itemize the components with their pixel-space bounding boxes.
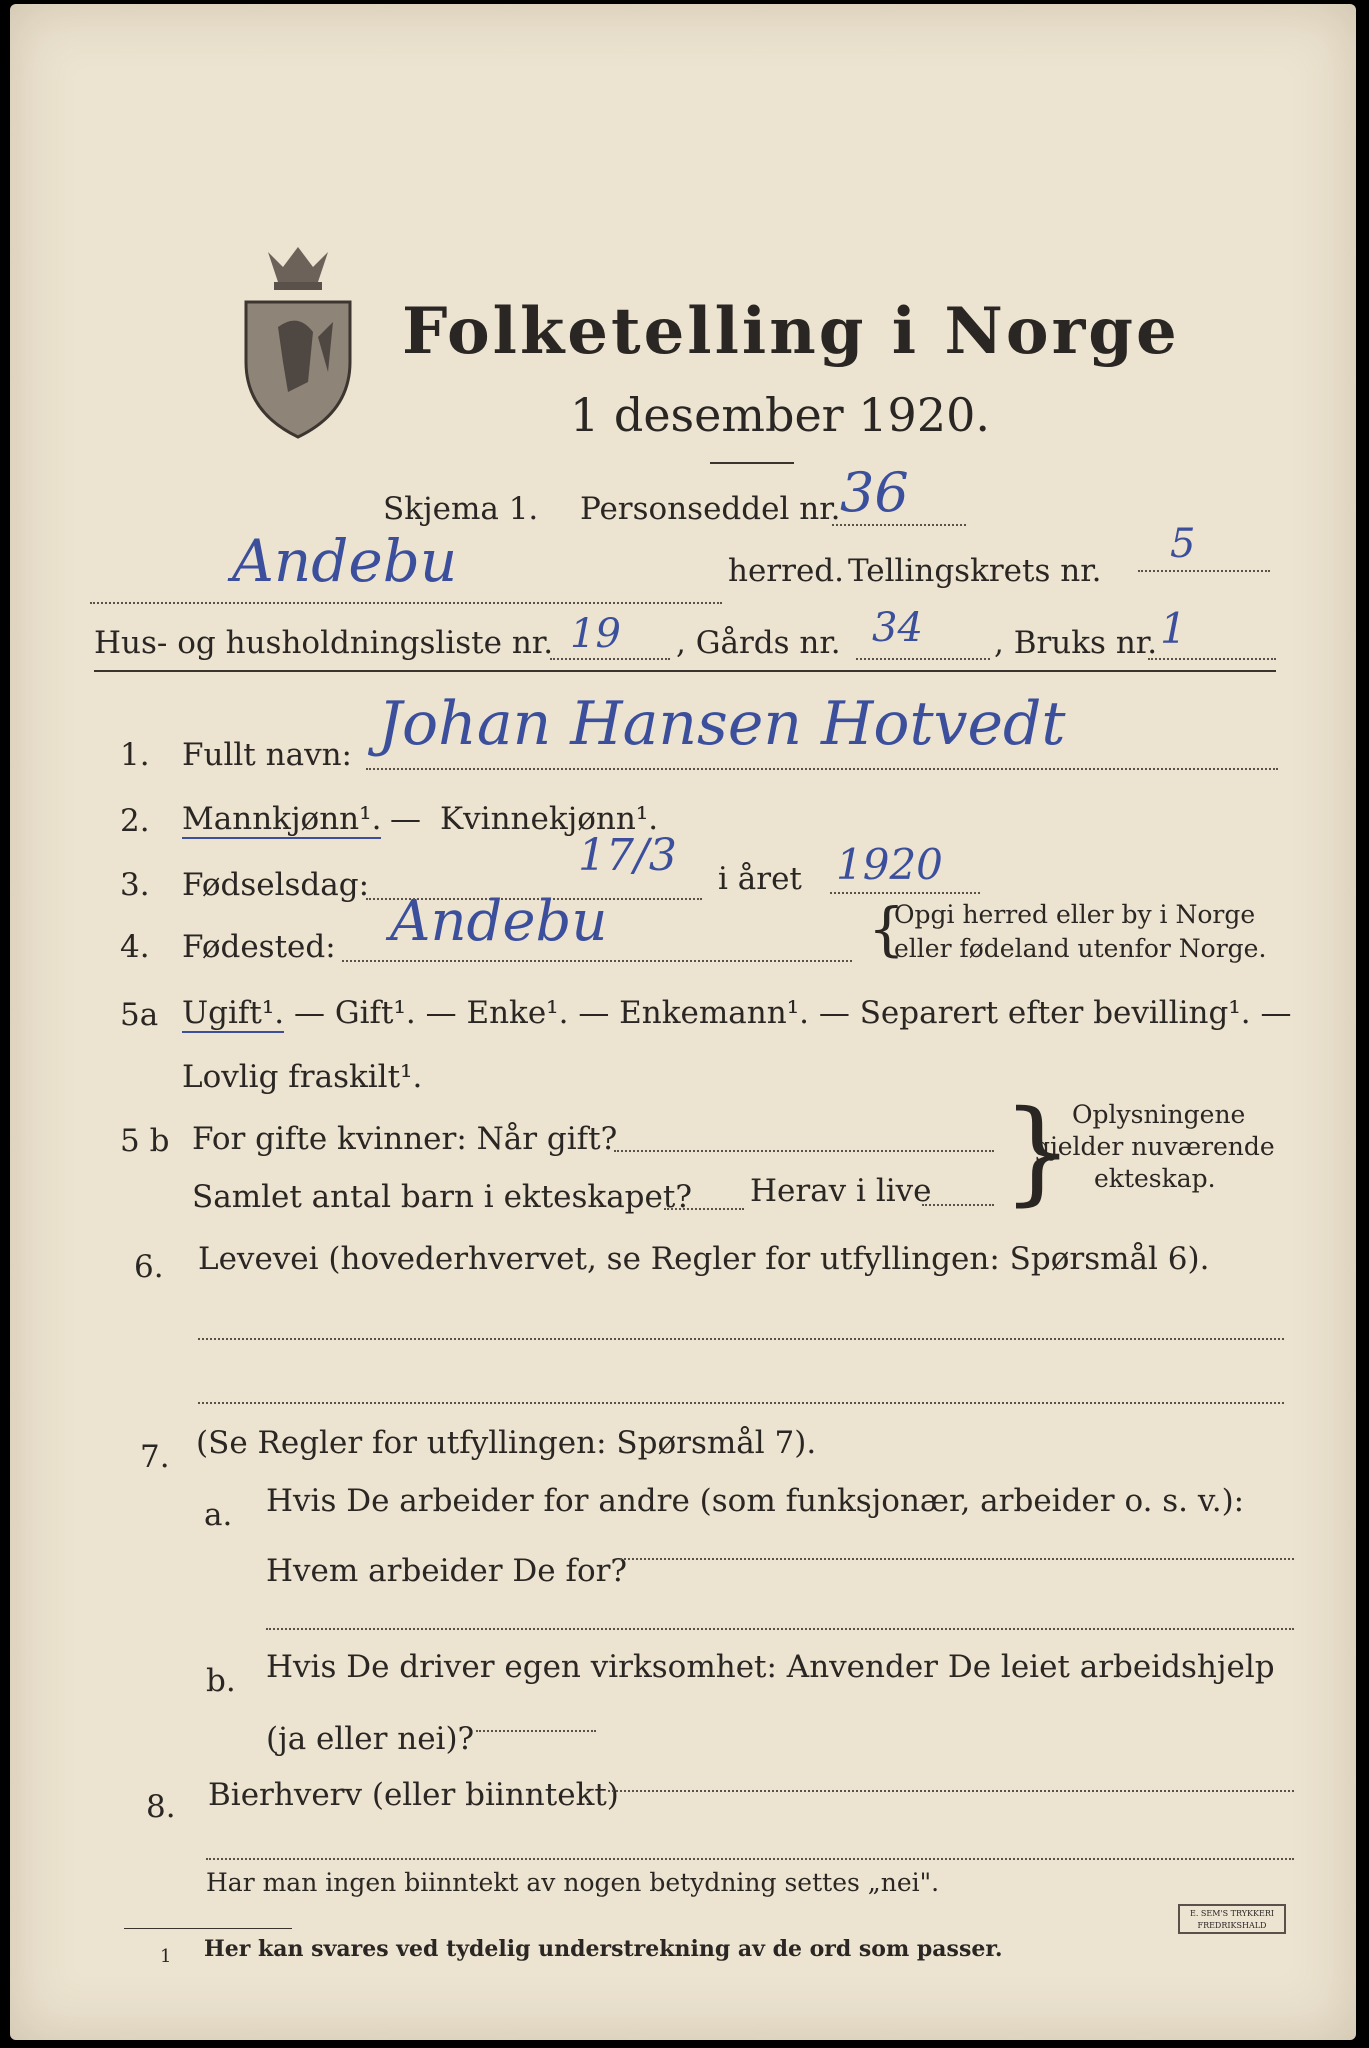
q7a-line-b (266, 1628, 1294, 1630)
q7b-line (476, 1730, 596, 1732)
footnote-rule (124, 1928, 292, 1929)
census-form (10, 4, 1356, 2040)
q5b-brace: } (1002, 1087, 1074, 1217)
q7b-line2: (ja eller nei)? (266, 1721, 475, 1757)
q4-note2: eller fødeland utenfor Norge. (894, 934, 1267, 963)
q6-label: Levevei (hovederhvervet, se Regler for utfyllingen: Spørsmål 6). (198, 1241, 1210, 1277)
q5b-note2: gjelder nuværende (1034, 1132, 1275, 1161)
q5b-label2: Samlet antal barn i ekteskapet? (192, 1179, 692, 1215)
q4-label: Fødested: (182, 929, 336, 965)
q4-line (342, 960, 852, 962)
q7-label: (Se Regler for utfyllingen: Spørsmål 7). (196, 1425, 817, 1461)
gards-line (856, 658, 990, 660)
bruks-label: , Bruks nr. (994, 625, 1158, 661)
printer-stamp (1178, 1904, 1286, 1934)
q5b-label1: For gifte kvinner: Når gift? (192, 1121, 618, 1157)
q1-line (366, 768, 1278, 770)
q7-num: 7. (140, 1439, 170, 1475)
q8-line-b (206, 1858, 1294, 1860)
q3-num: 3. (120, 867, 150, 903)
skjema-label: Skjema 1. (383, 491, 539, 527)
q8-note: Har man ingen biinntekt av nogen betydning settes „nei". (206, 1868, 940, 1897)
q1-value: Johan Hansen Hotvedt (378, 689, 1066, 759)
form-title: Folketelling i Norge (402, 294, 1180, 369)
q5b-note3: ekteskap. (1094, 1164, 1216, 1193)
q6-num: 6. (134, 1249, 164, 1285)
q4-num: 4. (120, 929, 150, 965)
q5b-line3 (922, 1204, 994, 1206)
q2-num: 2. (120, 803, 150, 839)
bruks-value: 1 (1160, 604, 1187, 653)
printer-text: E. SEM'S TRYKKERI FREDRIKSHALD (1189, 1909, 1275, 1930)
q3-year-line (830, 892, 980, 894)
q5b-line2 (664, 1208, 744, 1210)
q1-label: Fullt navn: (182, 737, 352, 773)
q5b-line1 (614, 1150, 994, 1152)
coat-of-arms-icon (238, 242, 358, 442)
tellingskrets-line (1138, 570, 1270, 572)
q8-num: 8. (146, 1789, 176, 1825)
q4-value: Andebu (390, 889, 608, 954)
q7a-line1: Hvis De arbeider for andre (som funksjonær, arbeider o. s. v.): (266, 1483, 1245, 1519)
gards-label: , Gårds nr. (676, 625, 841, 661)
q7a-line-a (620, 1558, 1294, 1560)
q8-line-a (608, 1790, 1294, 1792)
q5a-ugift: Ugift¹. (182, 995, 285, 1031)
q4-note1: Opgi herred eller by i Norge (894, 900, 1256, 929)
header-rule (94, 670, 1276, 672)
q7a-num: a. (204, 1497, 233, 1533)
q5a-num: 5a (120, 997, 159, 1033)
personseddel-value: 36 (840, 461, 909, 524)
bruks-line (1148, 658, 1276, 660)
q3-year-label: i året (718, 861, 802, 897)
q2-female: Kvinnekjønn¹. (440, 801, 659, 837)
tellingskrets-label: Tellingskrets nr. (848, 553, 1102, 589)
q3-label: Fødselsdag: (182, 867, 370, 903)
herred-value: Andebu (232, 527, 458, 595)
form-date: 1 desember 1920. (570, 388, 990, 442)
hus-line (550, 658, 670, 660)
hus-label: Hus- og husholdningsliste nr. (94, 625, 554, 661)
q4-brace: { (868, 895, 905, 963)
personseddel-label: Personseddel nr. (580, 491, 841, 527)
herred-label: herred. (728, 553, 844, 589)
herred-line (90, 602, 722, 604)
q2-sep: — (390, 801, 421, 837)
q5b-label3: Herav i live (750, 1173, 932, 1209)
gards-value: 34 (872, 605, 923, 651)
q1-num: 1. (120, 737, 150, 773)
footnote-num: 1 (160, 1946, 172, 1967)
hus-value: 19 (570, 611, 621, 657)
footnote-text: Her kan svares ved tydelig understrekning av de ord som passer. (204, 1936, 1003, 1962)
q3-value: 17/3 (578, 830, 677, 881)
q7b-num: b. (206, 1663, 236, 1699)
q5b-note1: Oplysningene (1072, 1100, 1246, 1129)
q5a-line2: Lovlig fraskilt¹. (182, 1059, 423, 1095)
q8-label: Bierhverv (eller biinntekt) (208, 1777, 619, 1813)
q6-line1 (198, 1338, 1284, 1340)
q2-male: Mannkjønn¹. (182, 801, 382, 837)
q5a-line1: — Gift¹. — Enke¹. — Enkemann¹. — Separert efter bevilling¹. — (294, 995, 1292, 1031)
q3-year-value: 1920 (836, 840, 943, 889)
q7b-line1: Hvis De driver egen virksomhet: Anvender De leiet arbeidshjelp (266, 1649, 1275, 1685)
tellingskrets-value: 5 (1170, 521, 1196, 567)
personseddel-line (832, 524, 966, 526)
title-rule (710, 462, 794, 464)
q6-line2 (198, 1402, 1284, 1404)
q5b-num: 5 b (120, 1123, 170, 1159)
q7a-line2: Hvem arbeider De for? (266, 1553, 628, 1589)
